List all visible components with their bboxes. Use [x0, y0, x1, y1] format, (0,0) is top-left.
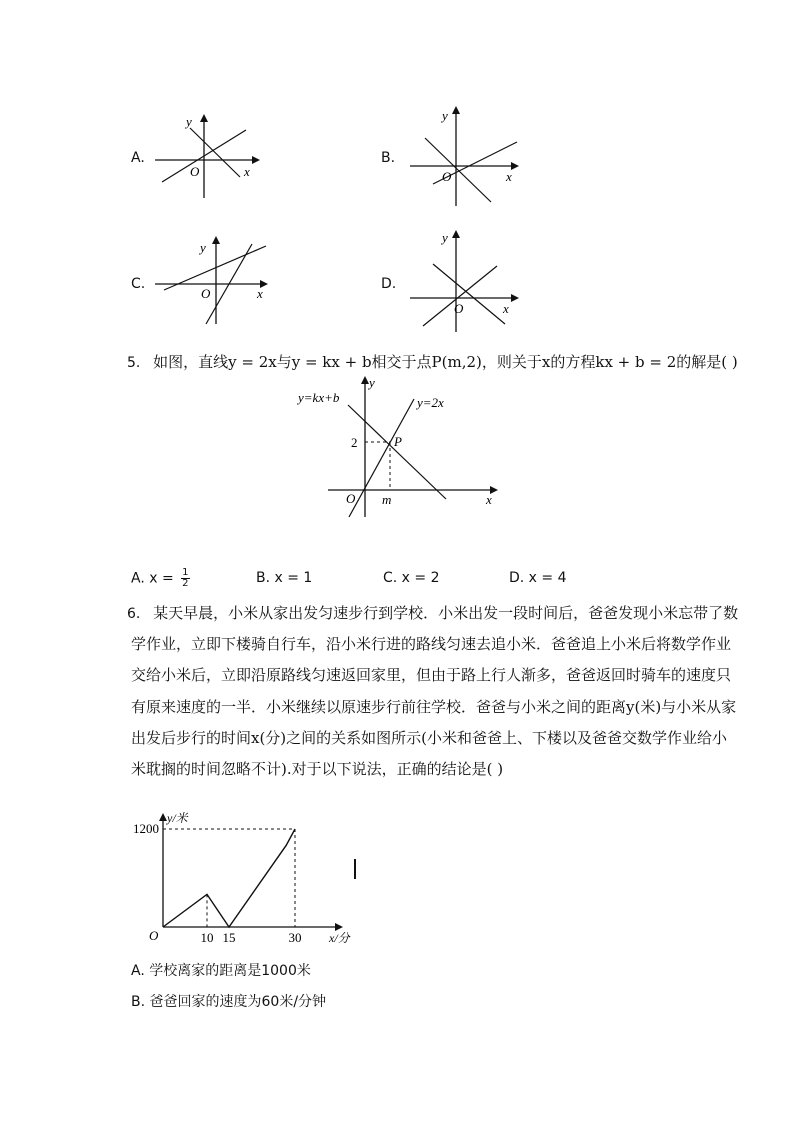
q5-stem-line [127, 352, 738, 373]
fraction-numerator: 1 [182, 567, 189, 578]
q4-option-b-label[interactable]: B. [381, 150, 396, 166]
line-1 [425, 138, 491, 202]
x-label: x [506, 169, 512, 184]
text-cursor [354, 859, 356, 879]
q5-figure [296, 375, 506, 523]
origin-label: O [201, 286, 211, 301]
q5-answer-d[interactable]: D. x = 4 [509, 570, 567, 586]
q4-graph-d [405, 226, 525, 334]
label-p: P [394, 434, 402, 449]
q6-text-line: 学作业，立即下楼骑自行车，沿小米行进的路线匀速去追小米．爸爸追上小米后将数学作业 [131, 635, 732, 653]
line-1 [433, 264, 505, 324]
q6-text-line: 出发后步行的时间x(分)之间的关系如图所示(小米和爸爸上、下楼以及爸爸交数学作业给小 [131, 729, 728, 747]
q6-number: 6. [127, 606, 141, 622]
q4-graph-c [150, 232, 272, 327]
q4-graph-b [405, 102, 525, 210]
line-2 [423, 266, 497, 326]
y-axis-label: y/米 [167, 811, 188, 825]
x-tick-label: 10 [200, 930, 214, 945]
x-tick-label: 15 [222, 930, 236, 945]
y-label: y [200, 240, 206, 255]
q6-text-line: 米耽搁的时间忽略不计).对于以下说法，正确的结论是( ) [131, 760, 504, 778]
label-2x: y=2x [417, 395, 444, 410]
y-label: y [186, 114, 192, 129]
x-label: x [244, 164, 250, 179]
q6-text-line: 有原来速度的一半．小米继续以原速步行前往学校．爸爸与小米之间的距离y(米)与小米从家 [131, 698, 737, 716]
x-axis-label: x/分 [329, 931, 350, 945]
origin-label: O [149, 928, 159, 943]
q5-answer-c[interactable]: C. x = 2 [383, 570, 440, 586]
label-m: m [382, 492, 392, 507]
label-2: 2 [351, 435, 358, 450]
fraction-denominator: 2 [182, 578, 189, 589]
q5-answer-a[interactable] [131, 568, 190, 589]
q4-graph-a [150, 110, 265, 205]
x-label: x [257, 286, 263, 301]
q4-option-c-label[interactable]: C. [131, 276, 146, 292]
label-origin: O [346, 491, 356, 506]
label-x: x [486, 492, 492, 507]
y-tick-label: 1200 [133, 821, 159, 836]
q6-text-line: 交给小米后，立即沿原路线匀速返回家里，但由于路上行人渐多，爸爸返回时骑车的速度只 [131, 666, 732, 684]
q5-answer-a-fraction [181, 568, 189, 589]
line-y-kx-b [348, 405, 446, 499]
q5-answer-a-prefix: A. x = [131, 570, 179, 587]
label-y: y [369, 375, 375, 390]
q6-option-b[interactable]: B. 爸爸回家的速度为60米/分钟 [131, 994, 327, 1010]
x-label: x [503, 301, 509, 316]
label-kxb: y=kx+b [298, 390, 340, 405]
q6-chart [133, 811, 360, 947]
q4-option-a-label[interactable]: A. [131, 150, 145, 166]
q5-number: 5. [127, 355, 141, 371]
origin-label: O [454, 301, 464, 316]
q5-stem: 如图，直线y = 2x与y = kx + b相交于点P(m,2)，则关于x的方程kx + b = 2的解是( ) [153, 353, 738, 371]
x-tick-label: 30 [288, 930, 302, 945]
y-label: y [442, 230, 448, 245]
q6-text-line: 某天早晨，小米从家出发匀速步行到学校．小米出发一段时间后，爸爸发现小米忘带了数 [153, 604, 739, 622]
q5-answer-b[interactable]: B. x = 1 [256, 570, 313, 586]
q4-option-d-label[interactable]: D. [381, 276, 397, 292]
q6-line-1 [127, 603, 738, 624]
y-label: y [442, 108, 448, 123]
series-line-distance [163, 829, 295, 927]
origin-label: O [442, 169, 452, 184]
q6-option-a[interactable]: A. 学校离家的距离是1000米 [131, 963, 311, 979]
origin-label: O [190, 164, 200, 179]
